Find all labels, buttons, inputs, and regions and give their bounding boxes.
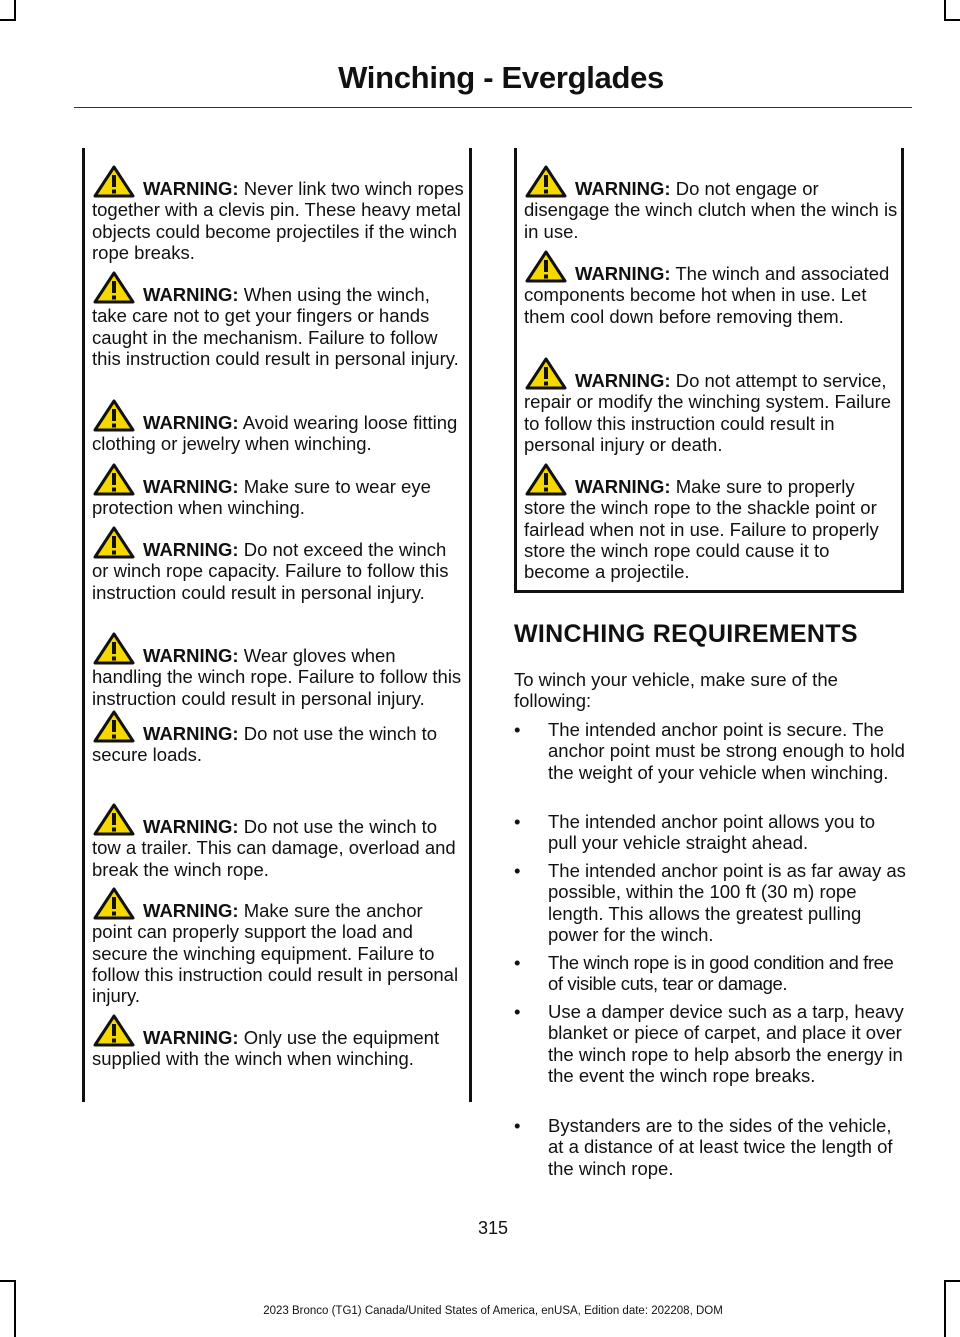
warning-label: WARNING: bbox=[143, 645, 239, 666]
warning-block bbox=[92, 539, 466, 603]
list-item-text: The intended anchor point is as far away as possible, within the 100 ft (30 m) rope length. This allows the greatest pulling power for the winch. bbox=[548, 860, 906, 945]
list-item bbox=[514, 1115, 908, 1179]
warning-triangle-icon bbox=[524, 164, 568, 200]
list-item bbox=[514, 811, 908, 854]
warning-label: WARNING: bbox=[143, 284, 239, 305]
crop-mark bbox=[14, 0, 16, 20]
warning-block bbox=[92, 723, 466, 766]
warning-block bbox=[524, 476, 898, 582]
warning-text: The winch and associated components become hot when in use. Let them cool down before removing them. bbox=[524, 263, 890, 327]
crop-mark bbox=[0, 19, 16, 21]
warning-label: WARNING: bbox=[143, 900, 239, 921]
warning-label: WARNING: bbox=[143, 816, 239, 837]
warning-text: Make sure the anchor point can properly support the load and secure the winching equipment. Failure to follow this instruction could result in personal injury. bbox=[92, 900, 459, 1007]
warning-text: Only use the equipment supplied with the winch when winching. bbox=[92, 1027, 440, 1070]
footer-edition-info: 2023 Bronco (TG1) Canada/United States of America, enUSA, Edition date: 202208, DOM bbox=[263, 1305, 723, 1317]
list-item bbox=[514, 719, 908, 783]
bullet: • bbox=[514, 860, 521, 881]
warning-text: Do not use the winch to tow a trailer. This can damage, overload and break the winch rope. bbox=[92, 816, 456, 880]
list-item-text: The intended anchor point allows you to pull your vehicle straight ahead. bbox=[548, 811, 876, 854]
warning-triangle-icon bbox=[92, 631, 136, 667]
warning-triangle-icon bbox=[524, 462, 568, 498]
bullet: • bbox=[514, 1001, 521, 1022]
bullet: • bbox=[514, 1115, 521, 1136]
warning-block bbox=[92, 900, 466, 1006]
list-item bbox=[514, 860, 908, 945]
warning-block bbox=[92, 178, 466, 263]
bullet: • bbox=[514, 719, 521, 740]
crop-mark bbox=[944, 19, 960, 21]
warnings-box-right bbox=[514, 148, 904, 593]
warning-label: WARNING: bbox=[143, 178, 239, 199]
warning-text: Make sure to properly store the winch rope to the shackle point or fairlead when not in use. Failure to properly store the winch rope could cause it to become a projectile. bbox=[524, 476, 879, 583]
crop-mark bbox=[944, 0, 946, 20]
warning-text: Do not engage or disengage the winch clutch when the winch is in use. bbox=[524, 178, 898, 242]
warning-label: WARNING: bbox=[143, 1027, 239, 1048]
warning-text: Do not attempt to service, repair or modify the winching system. Failure to follow this instruction could result in personal injury or death. bbox=[524, 370, 892, 455]
list-item bbox=[514, 1001, 908, 1086]
warning-block bbox=[92, 645, 466, 709]
warning-text: Avoid wearing loose fitting clothing or jewelry when winching. bbox=[92, 412, 458, 455]
warning-label: WARNING: bbox=[143, 412, 239, 433]
warning-block bbox=[524, 263, 898, 327]
warning-triangle-icon bbox=[92, 709, 136, 745]
warning-triangle-icon bbox=[92, 1013, 136, 1049]
warning-label: WARNING: bbox=[575, 476, 671, 497]
list-item-text: Bystanders are to the sides of the vehicle, at a distance of at least twice the length of the winch rope. bbox=[548, 1115, 893, 1179]
list-item-text: The intended anchor point is secure. The anchor point must be strong enough to hold the weight of your vehicle when winching. bbox=[548, 719, 905, 783]
crop-mark bbox=[0, 1280, 16, 1282]
crop-mark bbox=[944, 1280, 960, 1282]
warning-triangle-icon bbox=[92, 802, 136, 838]
warning-text: Make sure to wear eye protection when winching. bbox=[92, 476, 431, 519]
warning-label: WARNING: bbox=[143, 539, 239, 560]
warning-block bbox=[92, 816, 466, 880]
warning-triangle-icon bbox=[92, 398, 136, 434]
warning-text: Wear gloves when handling the winch rope. Failure to follow this instruction could result in personal injury. bbox=[92, 645, 462, 709]
warning-triangle-icon bbox=[92, 886, 136, 922]
bullet: • bbox=[514, 811, 521, 832]
warning-block bbox=[524, 178, 898, 242]
warning-triangle-icon bbox=[92, 525, 136, 561]
warning-label: WARNING: bbox=[575, 370, 671, 391]
warnings-box-left bbox=[82, 148, 472, 1102]
warning-block bbox=[524, 370, 898, 455]
warning-text: Do not exceed the winch or winch rope capacity. Failure to follow this instruction could result in personal injury. bbox=[92, 539, 449, 603]
warning-triangle-icon bbox=[92, 462, 136, 498]
warning-text: Do not use the winch to secure loads. bbox=[92, 723, 438, 766]
warning-label: WARNING: bbox=[143, 723, 239, 744]
warning-label: WARNING: bbox=[575, 178, 671, 199]
section-intro: To winch your vehicle, make sure of the following: bbox=[514, 669, 838, 712]
warning-block bbox=[92, 476, 466, 519]
section-heading: WINCHING REQUIREMENTS bbox=[514, 620, 858, 648]
warning-triangle-icon bbox=[92, 164, 136, 200]
page-number: 315 bbox=[477, 1218, 509, 1238]
warning-block bbox=[92, 284, 466, 369]
warning-triangle-icon bbox=[524, 356, 568, 392]
warning-label: WARNING: bbox=[143, 476, 239, 497]
list-item-text: Use a damper device such as a tarp, heavy blanket or piece of carpet, and place it over the winch rope to help absorb the energy in the event the winch rope breaks. bbox=[548, 1001, 904, 1086]
warning-label: WARNING: bbox=[575, 263, 671, 284]
list-item bbox=[514, 952, 908, 995]
list-item-text: The winch rope is in good condition and free of visible cuts, tear or damage. bbox=[548, 952, 894, 995]
bullet: • bbox=[514, 952, 521, 973]
warning-block bbox=[92, 1027, 466, 1070]
page-title: Winching - Everglades bbox=[338, 60, 664, 95]
title-divider bbox=[74, 107, 912, 108]
warning-text: When using the winch, take care not to get your fingers or hands caught in the mechanism. Failure to follow this instruction could result in personal injury. bbox=[92, 284, 459, 369]
warning-triangle-icon bbox=[92, 270, 136, 306]
warning-triangle-icon bbox=[524, 249, 568, 285]
warning-block bbox=[92, 412, 466, 455]
warning-text: Never link two winch ropes together with a clevis pin. These heavy metal objects could become projectiles if the winch rope breaks. bbox=[92, 178, 464, 263]
